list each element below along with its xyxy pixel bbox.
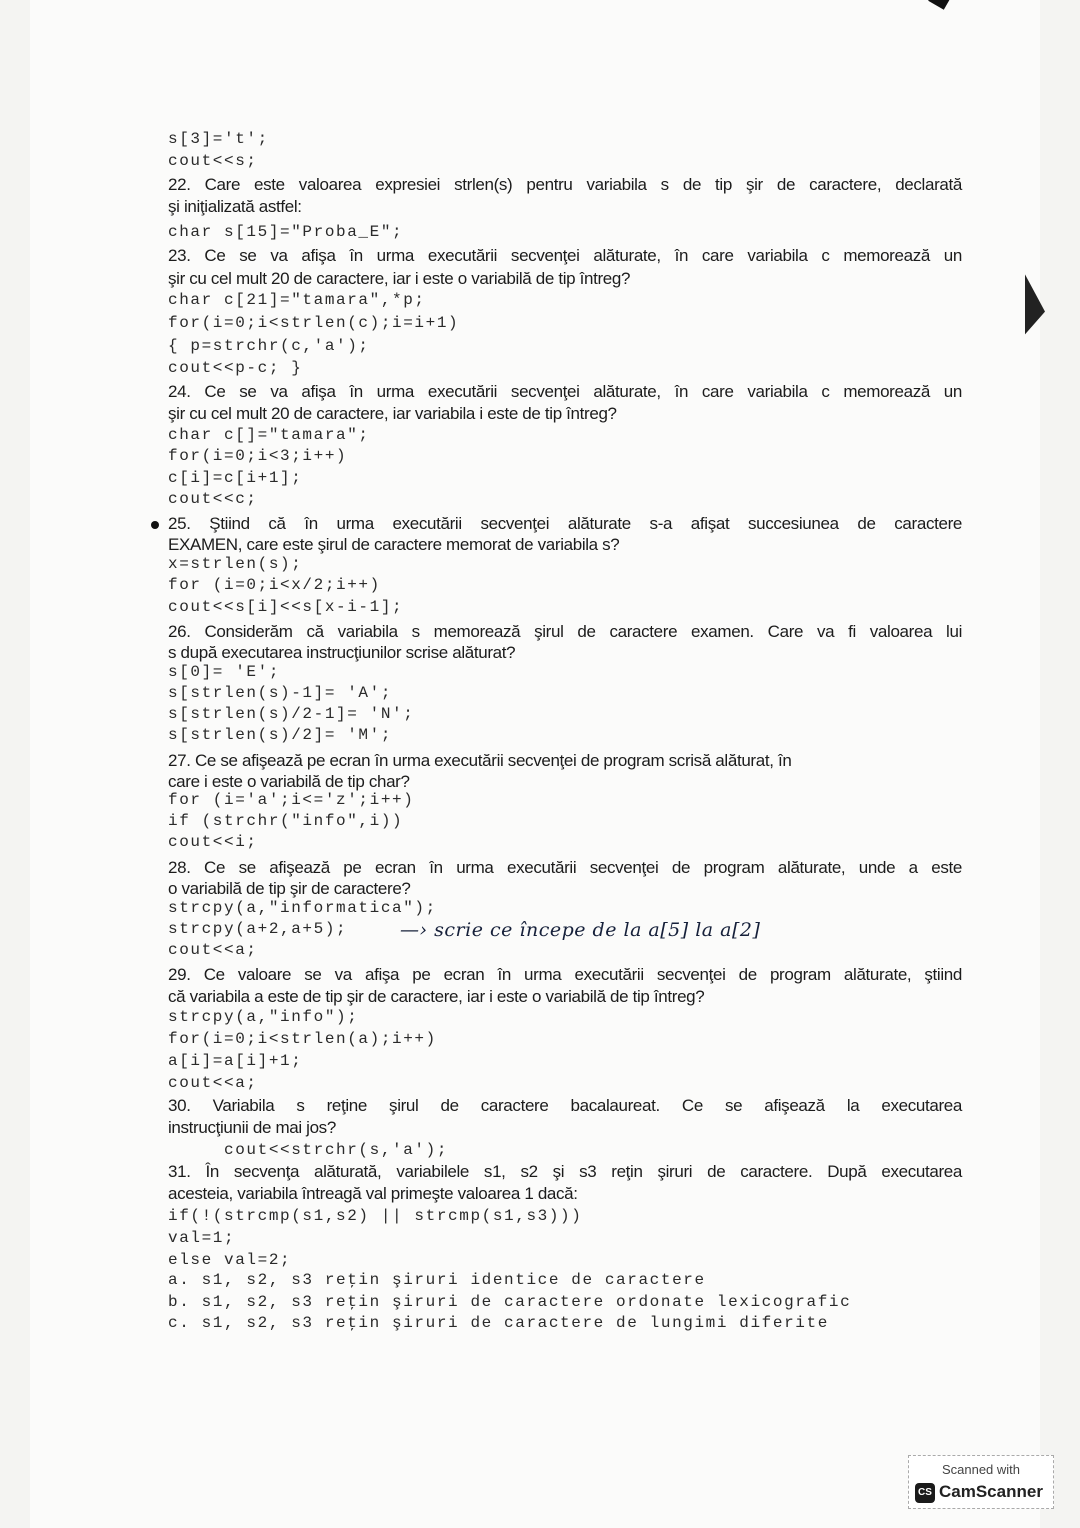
code-line: b. s1, s2, s3 reţin şiruri de caractere ordonate lexicografic (168, 1293, 852, 1311)
text-line: 22. Care este valoarea expresiei strlen(s) pentru variabila s de tip şir de caractere, declarată (168, 175, 962, 194)
text-line: EXAMEN, care este şirul de caractere memorat de variabila s? (168, 535, 620, 554)
code-line: cout<<a; (168, 1074, 258, 1092)
code-line: s[strlen(s)/2-1]= 'N'; (168, 705, 415, 723)
text-line: 26. Considerăm că variabila s memorează şirul de caractere examen. Care va fi valoarea lui (168, 622, 962, 641)
code-line: strcpy(a+2,a+5); (168, 920, 348, 938)
text-line: instrucţiunii de mai jos? (168, 1118, 336, 1137)
code-line: if(!(strcmp(s1,s2) || strcmp(s1,s3))) (168, 1207, 583, 1225)
code-line: char s[15]="Proba_E"; (168, 223, 404, 241)
text-line: 23. Ce se va afişa în urma executării secvenţei alăturate, în care variabila c memorează un (168, 246, 962, 265)
code-line: s[0]= 'E'; (168, 663, 281, 681)
handwritten-note: —› scrie ce începe de la a[5] la a[2] (400, 919, 761, 941)
watermark-brand: CamScanner (939, 1482, 1043, 1501)
code-line: for (i='a';i<='z';i++) (168, 791, 415, 809)
text-line: care i este o variabilă de tip char? (168, 772, 410, 791)
code-line: else val=2; (168, 1251, 292, 1269)
code-line: cout<<p-c; } (168, 359, 303, 377)
code-line: for (i=0;i<x/2;i++) (168, 576, 381, 594)
bullet-mark (151, 521, 159, 529)
text-line: acesteia, variabila întreagă val primeşte valoarea 1 dacă: (168, 1184, 578, 1203)
code-line: for(i=0;i<3;i++) (168, 447, 348, 465)
code-line: if (strchr("info",i)) (168, 812, 404, 830)
code-line: for(i=0;i<strlen(a);i++) (168, 1030, 437, 1048)
code-line: { p=strchr(c,'a'); (168, 337, 370, 355)
code-line: char c[21]="tamara",*p; (168, 291, 426, 309)
camscanner-watermark (908, 1455, 1054, 1509)
text-line: 28. Ce se afişează pe ecran în urma executării secvenţei de program alăturate, unde a este (168, 858, 962, 877)
watermark-caption: Scanned with (941, 1462, 1021, 1477)
code-line: strcpy(a,"info"); (168, 1008, 359, 1026)
text-line: şir cu cel mult 20 de caractere, iar variabila i este de tip întreg? (168, 404, 617, 423)
code-line: val=1; (168, 1229, 236, 1247)
code-line: cout<<s[i]<<s[x-i-1]; (168, 598, 404, 616)
text-line: şir cu cel mult 20 de caractere, iar i este o variabilă de tip întreg? (168, 269, 631, 288)
code-line: s[3]='t'; (168, 130, 269, 148)
text-line: o variabilă de tip şir de caractere? (168, 879, 411, 898)
code-line: c. s1, s2, s3 reţin şiruri de caractere de lungimi diferite (168, 1314, 829, 1332)
text-line: 27. Ce se afişează pe ecran în urma executării secvenţei de program scrisă alăturat, în (168, 751, 792, 770)
code-line: s[strlen(s)/2]= 'M'; (168, 726, 393, 744)
code-line: s[strlen(s)-1]= 'A'; (168, 684, 393, 702)
code-line: c[i]=c[i+1]; (168, 469, 303, 487)
code-line: char c[]="tamara"; (168, 426, 370, 444)
text-line: 30. Variabila s reţine şirul de caractere bacalaureat. Ce se afişează la executarea (168, 1096, 962, 1115)
code-line: cout<<s; (168, 152, 258, 170)
code-line: cout<<i; (168, 833, 258, 851)
code-line: cout<<strchr(s,'a'); (168, 1141, 449, 1159)
text-line: 24. Ce se va afişa în urma executării secvenţei alăturate, în care variabila c memorează un (168, 382, 962, 401)
camscanner-logo-icon: CS (915, 1483, 935, 1503)
code-line: cout<<c; (168, 490, 258, 508)
code-line: strcpy(a,"informatica"); (168, 899, 437, 917)
text-line: şi iniţializată astfel: (168, 197, 302, 216)
text-line: s după executarea instrucţiunilor scrise alăturat? (168, 643, 516, 662)
text-line: 31. În secvenţa alăturată, variabilele s1, s2 şi s3 reţin şiruri de caractere. După executarea (168, 1162, 962, 1181)
text-line: 25. Ştiind că în urma executării secvenţei alăturate s-a afişat succesiunea de caractere (168, 514, 962, 533)
code-line: a[i]=a[i]+1; (168, 1052, 303, 1070)
text-line: 29. Ce valoare se va afişa pe ecran în urma executării secvenţei de program alăturate, ştiind (168, 965, 962, 984)
code-line: a. s1, s2, s3 reţin şiruri identice de caractere (168, 1271, 706, 1289)
text-line: că variabila a este de tip şir de caractere, iar i este o variabilă de tip întreg? (168, 987, 705, 1006)
code-line: x=strlen(s); (168, 555, 303, 573)
code-line: for(i=0;i<strlen(c);i=i+1) (168, 314, 460, 332)
code-line: cout<<a; (168, 941, 258, 959)
scan-artifact (1025, 274, 1045, 341)
